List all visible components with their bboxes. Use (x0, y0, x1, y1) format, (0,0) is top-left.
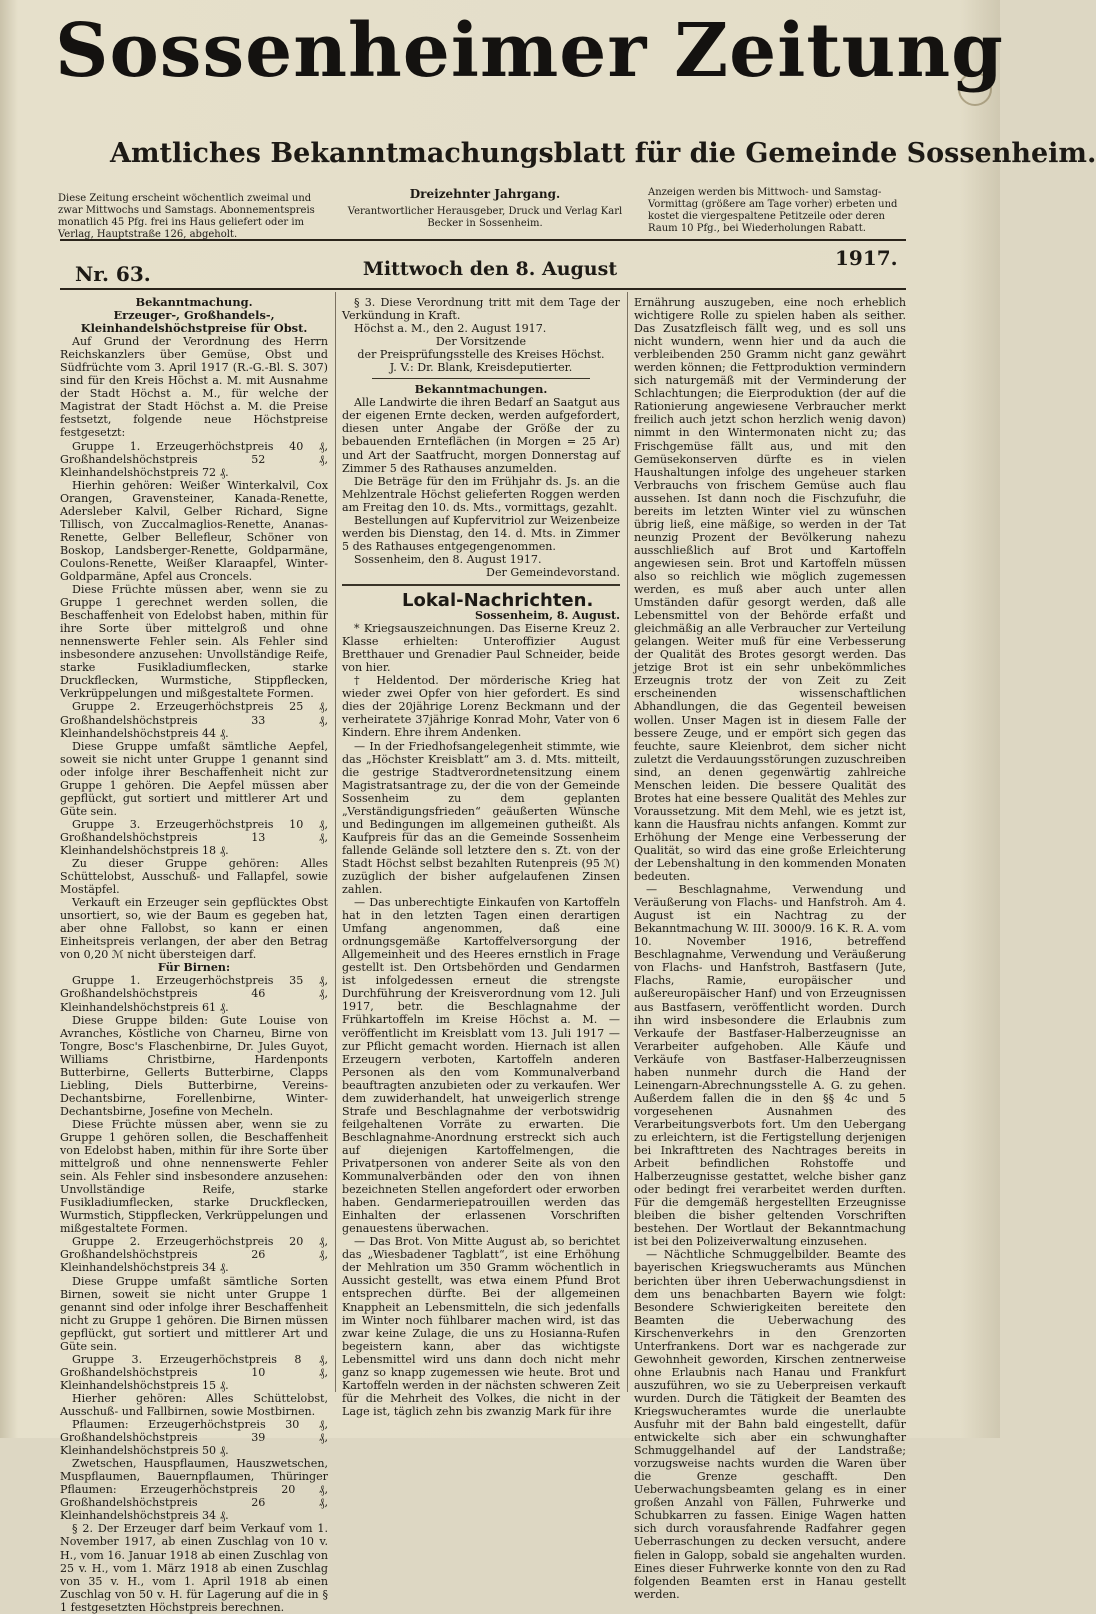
paragraph: Bestellungen auf Kupfervitriol zur Weizenbeize werden bis Dienstag, den 14. d. Mts. in Zimmer 5 des Rathauses entgegengenommen. (342, 513, 620, 553)
paragraph: Zu dieser Gruppe gehören: Alles Schüttelobst, Ausschuß- und Fallapfel, sowie Mostäpfel. (60, 857, 328, 897)
paragraph: Gruppe 1. Erzeugerhöchstpreis 35 ₰, Großhandelshöchstpreis 46 ₰, Kleinhandelshöchstpreis 61 ₰. (60, 974, 328, 1014)
column-3 (634, 296, 906, 1601)
advertising-info: Anzeigen werden bis Mittwoch- und Samstag-Vormittag (größere am Tage vorher) erbeten und kostet die viergespaltene Petitzeile oder deren Raum 10 Pfg., bei Wiederholungen Rabatt. (648, 187, 898, 234)
paragraph: Diese Gruppe bilden: Gute Louise von Avranches, Köstliche von Charneu, Birne von Tongre, Bosc's Flaschenbirne, Dr. Jules Guyot, Williams Christbirne, Hardenponts Butterbirne, Gellerts Butterbirne, Clapps Liebling, Diels Butterbirne, Vereins-Dechantsbirne, Forellenbirne, Winter-Dechantsbirne, Josefine von Mecheln. (60, 1013, 328, 1118)
paragraph: Diese Früchte müssen aber, wenn sie zu Gruppe 1 gerechnet werden sollen, die Beschaffenheit von Edelobst haben, mithin für ihre Sorte über mittelgroß und ohne nennenswerte Fehler sein. Als Fehler sind insbesondere anzusehen: Unvollständige Reife, starke Fusikladiumflecken, starke Druckflecken, Wurmstiche, Stippflecken, Verkrüppelungen und mißgestaltete Formen. (60, 583, 328, 701)
paragraph: † Heldentod. Der mörderische Krieg hat wieder zwei Opfer von hier gefordert. Es sind dies der 20jährige Lorenz Beckmann und der verheiratete 37jährige Konrad Mohr, Vater von 6 Kindern. Ehre ihrem Andenken. (342, 674, 620, 740)
paragraph: Gruppe 2. Erzeugerhöchstpreis 25 ₰, Großhandelshöchstpreis 33 ₰, Kleinhandelshöchstpreis 44 ₰. (60, 700, 328, 740)
paragraph: Gruppe 2. Erzeugerhöchstpreis 20 ₰, Großhandelshöchstpreis 26 ₰, Kleinhandelshöchstpreis 34 ₰. (60, 1235, 328, 1275)
issue-year: 1917. (835, 246, 898, 270)
separator (342, 584, 620, 586)
paragraph: Alle Landwirte die ihren Bedarf an Saatgut aus der eigenen Ernte decken, werden aufgefordert, diesen unter Angabe der Größe der zu bebauenden Ernteflächen (in Morgen = 25 Ar) und Art der Saatfrucht, morgen Donnerstag auf Zimmer 5 des Rathauses anzumelden. (342, 396, 620, 475)
article-heading: Bekanntmachung. (135, 295, 253, 309)
paragraph: § 2. Der Erzeuger darf beim Verkauf vom 1. November 1917, ab einen Zuschlag von 10 v. H., vom 16. Januar 1918 ab einen Zuschlag von 25 v. H., vom 1. März 1918 ab einen Zuschlag von 35 v. H., vom 1. April 1918 ab einen Zuschlag von 50 v. H. für Lagerung auf die in § 1 festgesetzten Höchstpreis berechnen. (60, 1522, 328, 1614)
paragraph: — Nächtliche Schmuggelbilder. Beamte des bayerischen Kriegswucheramts aus München berichten über ihren Ueberwachungsdienst in dem uns benachbarten Bayern wie folgt: Besondere Schwierigkeiten bereitete den Beamten die Ueberwachung des Kirschenverkehrs in den Grenzorten Unterfrankens. Dort war es nachgerade zur Gewohnheit geworden, Kirschen zentnerweise ohne Erlaubnis nach Hanau und Frankfurt auszuführen, wo sie zu Ueberpreisen verkauft wurden. Durch die Tätigkeit der Beamten des Kriegswucheramtes wurde die unerlaubte Ausfuhr mit der Bahn bald eingestellt, dafür entwickelte sich aber ein schwunghafter Schmuggelhandel auf der Landstraße; vorzugsweise nachts wurden die Waren über die Grenze geschafft. Den Ueberwachungsbeamten gelang es in einer großen Anzahl von Fällen, Fuhrwerke und Schubkarren zu fassen. Einige Wagen hatten sich durch vorausfahrende Radfahrer gegen Ueberraschungen zu decken versucht, andere fielen in Galopp, sobald sie angehalten wurden. Eines dieser Fuhrwerke konnte von den zu Rad folgenden Beamten erst in Hanau gestellt werden. (634, 1248, 906, 1601)
paragraph: — Beschlagnahme, Verwendung und Veräußerung von Flachs- und Hanfstroh. Am 4. August ist ein Nachtrag zu der Bekanntmachung W. III. 3000/9. 16 K. R. A. vom 10. November 1916, betreffend Beschlagnahme, Verwendung und Veräußerung von Flachs- und Hanfstroh, Bastfasern (Jute, Flachs, Ramie, europäischer und außereuropäischer Hanf) und von Erzeugnissen aus Bastfasern, veröffentlicht worden. Durch ihn wird insbesondere die Erlaubnis zum Verkaufe der Bastfaser-Halberzeugnisse an Verarbeiter aufgehoben. Alle Käufe und Verkäufe von Bastfaser-Halberzeugnissen haben nunmehr durch die Hand der Leinengarn-Abrechnungsstelle A. G. zu gehen. Außerdem fallen die in den §§ 4c und 5 vorgesehenen Ausnahmen des Verarbeitungsverbots fort. Um den Uebergang zu erleichtern, ist die Fertigstellung derjenigen bei Inkrafttreten des Nachtrages bereits in Arbeit befindlichen Rohstoffe und Halberzeugnisse gestattet, welche bisher ganz oder bedingt frei verarbeitet werden durften. Für die demgemäß hergestellten Erzeugnisse bleiben die bisher geltenden Vorschriften bestehen. Der Wortlaut der Bekanntmachung ist bei den Polizeiverwaltung einzusehen. (634, 883, 906, 1249)
paragraph: * Kriegsauszeichnungen. Das Eiserne Kreuz 2. Klasse erhielten: Unteroffizier August Bretthauer und Grenadier Paul Schneider, beide von hier. (342, 622, 620, 675)
paragraph: Pflaumen: Erzeugerhöchstpreis 30 ₰, Großhandelshöchstpreis 39 ₰, Kleinhandelshöchstpreis 50 ₰. (60, 1418, 328, 1458)
paragraph: Auf Grund der Verordnung des Herrn Reichskanzlers über Gemüse, Obst und Südfrüchte vom 3. April 1917 (R.-G.-Bl. S. 307) sind für den Kreis Höchst a. M. mit Ausnahme der Stadt Höchst a. M., für welche der Magistrat der Stadt Höchst a. M. die Preise festsetzt, folgende neue Höchstpreise festgesetzt: (60, 335, 328, 440)
paragraph: — In der Friedhofsangelegenheit stimmte, wie das „Höchster Kreisblatt“ am 3. d. Mts. mitteilt, die gestrige Stadtverordnetensitzung einem Magistratsantrage zu, der die von der Gemeinde Sossenheim zu dem geplanten „Verständigungsfrieden“ geäußerten Wünsche und Bedingungen im allgemeinen gutheißt. Als Kaufpreis für das an die Gemeinde Sossenheim fallende Gelände soll letztere den s. Zt. von der Stadt Höchst selbst bezahlten Rutenpreis (95 ℳ) zuzüglich der bisher aufgelaufenen Zinsen zahlen. (342, 739, 620, 897)
publisher-line: Verantwortlicher Herausgeber, Druck und Verlag Karl Becker in Sossenheim. (347, 206, 623, 229)
paragraph: — Das Brot. Von Mitte August ab, so berichtet das „Wiesbadener Tagblatt“, ist eine Erhöhung der Mehlration um 350 Gramm wöchentlich in Aussicht gestellt, was etwa einem Pfund Brot entsprechen dürfte. Bei der allgemeinen Knappheit an Lebensmitteln, die sich jedenfalls im Winter noch fühlbarer machen wird, ist das zwar keine Zulage, die uns zu Hosianna-Rufen begeistern kann, aber das wichtigste Lebensmittel wird uns dann doch nicht mehr ganz so knapp zugemessen wie heute. Brot und Kartoffeln werden in der nächsten schweren Zeit für die Mehrheit des Volkes, die nicht in der Lage ist, täglich zehn bis zwanzig Mark für ihre (342, 1235, 620, 1418)
column-divider (335, 292, 336, 1392)
separator (372, 378, 590, 379)
volume-label: Dreizehnter Jahrgang. (409, 187, 561, 201)
paragraph: Sossenheim, den 8. August 1917. (354, 552, 542, 566)
paragraph: Die Beträge für den im Frühjahr ds. Js. an die Mehlzentrale Höchst gelieferten Roggen werden am Freitag den 10. ds. Mts., vormittags, gezahlt. (342, 474, 620, 514)
paragraph: — Das unberechtigte Einkaufen von Kartoffeln hat in den letzten Tagen einen derartigen Umfang angenommen, daß eine ordnungsgemäße Kartoffelversorgung der Allgemeinheit und des Heeres ernstlich in Frage gestellt ist. Den Ortsbehörden und Gendarmen ist infolgedessen erneut die strengste Durchführung der Kreisverordnung vom 12. Juli 1917, betr. die Beschlagnahme der Frühkartoffeln im Kreise Höchst a. M. — veröffentlicht im Kreisblatt vom 13. Juli 1917 — zur Pflicht gemacht worden. Hiernach ist allen Erzeugern verboten, Kartoffeln anderen Personen als den vom Kommunalverband beauftragten anzubieten oder zu verkaufen. Wer dem zuwiderhandelt, hat unweigerlich strenge Strafe und Beschlagnahme der verbotswidrig feilgehaltenen Vorräte zu erwarten. Die Beschlagnahme-Anordnung erstreckt sich auch auf diejenigen Kartoffelmengen, die Privatpersonen von anderer Seite als von den Kommunalverbänden oder den von ihnen bezeichneten Stellen angefordert oder erworben haben. Gendarmeriepatrouillen werden das Einhalten der erlassenen Vorschriften genauestens überwachen. (342, 896, 620, 1236)
masthead-title: Sossenheimer Zeitung (55, 8, 1004, 94)
paragraph: Hierhin gehören: Weißer Winterkalvil, Cox Orangen, Gravensteiner, Kanada-Renette, Adersleber Kalvil, Gelber Richard, Signe Tillisch, von Zuccalmaglios-Renette, Ananas-Renette, Gelber Bellefleur, Schöner von Boskop, Landsberger-Renette, Goldparmäne, Coulons-Renette, Weißer Klaraapfel, Winter-Goldparmäne, Apfel aus Croncels. (60, 478, 328, 583)
article-subheading: Erzeuger-, Großhandels-, Kleinhandelshöchstpreise für Obst. (80, 308, 308, 336)
paragraph: Höchst a. M., den 2. August 1917. (354, 322, 547, 336)
signature-line: Der Gemeindevorstand. (486, 565, 620, 579)
paragraph: Diese Gruppe umfaßt sämtliche Sorten Birnen, soweit sie nicht unter Gruppe 1 genannt sind oder infolge ihrer Beschaffenheit nicht zu Gruppe 1 gehören. Die Birnen müssen gepflückt, gut sortiert und mittlerer Art und Güte sein. (60, 1274, 328, 1353)
signature-line: Der Vorsitzende (435, 335, 527, 349)
dateline: Sossenheim, 8. August. (475, 609, 620, 623)
article-heading: Bekanntmachungen. (414, 382, 548, 397)
issue-number: Nr. 63. (75, 262, 151, 286)
paragraph: Diese Gruppe umfaßt sämtliche Aepfel, soweit sie nicht unter Gruppe 1 genannt sind oder infolge ihrer Beschaffenheit nicht zur Gruppe 1 gehören. Die Aepfel müssen aber gepflückt, gut sortiert und mittlerer Art und Güte sein. (60, 739, 328, 818)
column-2 (342, 296, 620, 1418)
publisher-info (345, 188, 625, 230)
header-rule-bottom (60, 288, 906, 290)
paragraph: Diese Früchte müssen aber, wenn sie zu Gruppe 1 gehören sollen, die Beschaffenheit von Edelobst haben, mithin für ihre Sorte über mittelgroß und ohne nennenswerte Fehler sein. Als Fehler sind insbesondere anzusehen: Unvollständige Reife, starke Fusikladiumflecken, starke Druckflecken, Wurmstich, Stippflecken, Verkrüppelungen und mißgestaltete Formen. (60, 1117, 328, 1236)
paragraph: Hierher gehören: Alles Schüttelobst, Ausschuß- und Fallbirnen, sowie Mostbirnen. (60, 1391, 328, 1418)
masthead-subtitle: Amtliches Bekanntmachungsblatt für die Gemeinde Sossenheim. (110, 138, 1096, 169)
column-1 (60, 295, 328, 1614)
paragraph: Gruppe 1. Erzeugerhöchstpreis 40 ₰, Großhandelshöchstpreis 52 ₰, Kleinhandelshöchstpreis 72 ₰. (60, 439, 328, 479)
paragraph: § 3. Diese Verordnung tritt mit dem Tage der Verkündung in Kraft. (342, 296, 620, 323)
paragraph: Ernährung auszugeben, eine noch erheblich wichtigere Rolle zu spielen haben als seither. Das Zusatzfleisch fällt weg, und es soll uns nicht wundern, wenn hier und da auch die verbleibenden 250 Gramm nicht ganz gewährt werden können; die Fettproduktion vermindern sich naturgemäß mit der Verminderung der Schlachtungen; die Eierproduktion (der auf die Rationierung angewiesene Verbraucher merkt freilich auch jetzt schon herzlich wenig davon) nimmt in den Wintermonaten nicht zu; das Frischgemüse fällt aus, und mit den Gemüsekonserven dürfte es in vielen Haushaltungen infolge des ungeheuer starken Verbrauchs von frischem Gemüse auch flau aussehen. Ist dann noch die Fischzufuhr, die bereits im letzten Winter viel zu wünschen übrig ließ, eine mäßige, so werden in der Tat neunzig Prozent der Bevölkerung nahezu ausschließlich auf Brot und Kartoffeln angewiesen sein. Brot und Kartoffeln müssen also so reichlich wie möglich zugemessen werden, es muß aber auch unter allen Umständen dafür gesorgt werden, daß alle Lebensmittel von der Behörde erfaßt und gleichmäßig an alle Verbraucher zur Verteilung gelangen. Weiter muß für eine Verbesserung der Qualität des Brotes gesorgt werden. Das jetzige Brot ist ein sehr unbekömmliches Erzeugnis trotz der von Zeit zu Zeit erscheinenden wissenschaftlichen Abhandlungen, die das Gegenteil beweisen wollen. Unser Magen ist in diesem Falle der bessere Zeuge, und er empört sich gegen das feuchte, saure Kleienbrot, dem sicher nicht zuletzt die Verdauungsstörungen zuzuschreiben sind, an denen gegenwärtig zahlreiche Menschen leiden. Die bessere Qualität des Brotes hat eine bessere Qualität des Mehles zur Voraussetzung. Mit dem Mehl, wie es jetzt ist, kann die Hausfrau nichts anfangen. Kommt zur Erhöhung der Menge eine Verbesserung der Qualität, so wird das eine große Erleichterung der Lebenshaltung in den kommenden Monaten bedeuten. (634, 296, 906, 884)
signature-line: der Preisprüfungsstelle des Kreises Höchst. (357, 348, 605, 362)
subscription-info: Diese Zeitung erscheint wöchentlich zweimal und zwar Mittwochs und Samstags. Abonnementspreis monatlich 45 Pfg. frei ins Haus geliefert oder im Verlag, Hauptstraße 126, abgeholt. (58, 193, 315, 240)
paragraph: Verkauft ein Erzeuger sein gepflücktes Obst unsortiert, so, wie der Baum es gegeben hat, aber ohne Fallobst, so kann er einen Einheitspreis verlangen, der aber den Betrag von 0,20 ℳ nicht übersteigen darf. (60, 896, 328, 962)
section-heading: Für Birnen: (157, 961, 231, 975)
section-title: Lokal-Nachrichten. (402, 589, 594, 611)
signature-line: J. V.: Dr. Blank, Kreisdeputierter. (389, 361, 573, 375)
column-divider (627, 292, 628, 1392)
paragraph: Gruppe 3. Erzeugerhöchstpreis 8 ₰, Großhandelshöchstpreis 10 ₰, Kleinhandelshöchstpreis 15 ₰. (60, 1352, 328, 1392)
issue-date: Mittwoch den 8. August (362, 258, 618, 280)
paragraph: Gruppe 3. Erzeugerhöchstpreis 10 ₰, Großhandelshöchstpreis 13 ₰, Kleinhandelshöchstpreis 18 ₰. (60, 817, 328, 857)
paragraph: Zwetschen, Hauspflaumen, Hauszwetschen, Muspflaumen, Bauernpflaumen, Thüringer Pflaumen: Erzeugerhöchstpreis 20 ₰, Großhandelshöchstpreis 26 ₰, Kleinhandelshöchstpreis 34 ₰. (60, 1457, 328, 1523)
header-rule-top (60, 239, 906, 241)
